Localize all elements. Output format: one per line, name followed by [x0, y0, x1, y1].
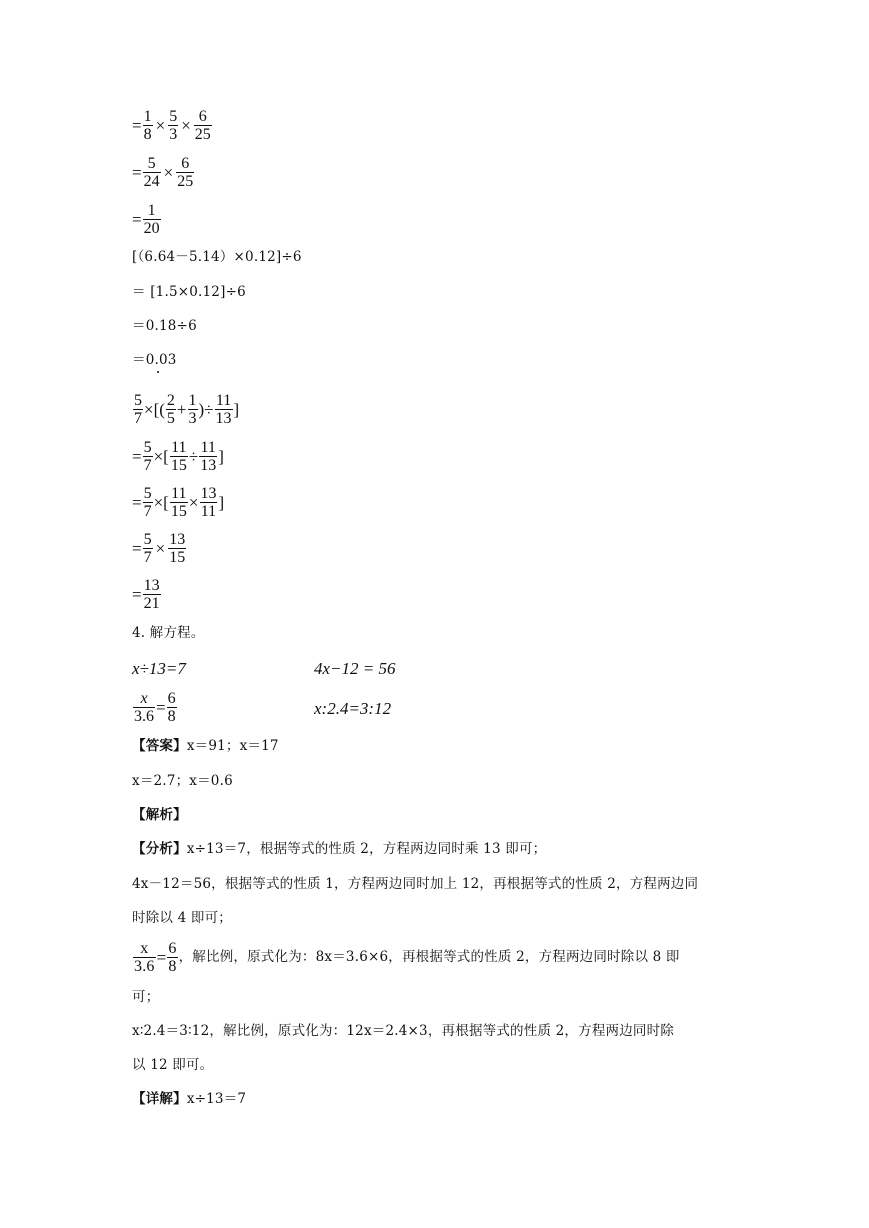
fraction: $\frac{2}{5}$ — [166, 392, 175, 427]
fraction: $\frac{11}{15}$ — [170, 439, 187, 474]
calc3-line3: = $\frac{5}{7}$ ×[ $\frac{11}{15}$ × $\frac{13}{11}$ ] — [132, 485, 225, 520]
equation-4: x:2.4=3:12 — [314, 699, 392, 718]
analysis-p1: 【分析】 x÷13＝7，根据等式的性质 2，方程两边同时乘 13 即可； — [132, 841, 547, 857]
analysis-p2a: 4x－12＝56，根据等式的性质 1，方程两边同时加上 12，再根据等式的性质 2，方程两边同 — [132, 876, 699, 892]
fraction: $\frac{6}{8}$ — [167, 690, 176, 725]
analysis-p4b: 以 12 即可。 — [132, 1057, 214, 1073]
equation-3: $\frac{x}{3.6}$ = $\frac{6}{8}$ — [134, 690, 176, 725]
analysis-tag: 【解析】 — [132, 807, 187, 823]
fraction: $\frac{11}{13}$ — [215, 392, 232, 427]
detail-line: 【详解】 x÷13＝7 — [132, 1091, 247, 1107]
calc3-line2: = $\frac{5}{7}$ ×[ $\frac{11}{15}$ ÷ $\frac{11}{13}$ ] — [132, 439, 224, 474]
fraction: $\frac{5}{7}$ — [143, 485, 152, 520]
analysis-p3b: 可； — [132, 989, 160, 1005]
fraction: $\frac{6}{25}$ — [177, 155, 194, 190]
fraction: $\frac{5}{24}$ — [143, 155, 160, 190]
calc2-line4: ＝0.03 — [132, 352, 177, 368]
fraction: $\frac{13}{15}$ — [169, 531, 186, 566]
calc3-line5: = $\frac{13}{21}$ — [132, 577, 160, 612]
fraction: $\frac{5}{7}$ — [143, 531, 152, 566]
fraction: $\frac{11}{15}$ — [170, 485, 187, 520]
calc3-line1: $\frac{5}{7}$ ×[( $\frac{2}{5}$ + $\frac{1}{3}$ )÷ $\frac{11}{13}$ ] — [134, 392, 240, 427]
answer-tag: 【答案】 — [132, 738, 187, 754]
equals-sign: = — [132, 116, 142, 135]
question-heading: 4. 解方程。 — [132, 625, 205, 641]
fraction: $\frac{13}{21}$ — [143, 577, 160, 612]
fraction: $\frac{5}{7}$ — [134, 392, 142, 427]
equation-2: 4x−12 = 56 — [314, 659, 396, 678]
equation-1: x÷13=7 — [132, 659, 186, 678]
fraction: $\frac{1}{20}$ — [143, 202, 160, 237]
analysis-p2b: 时除以 4 即可； — [132, 910, 232, 926]
fraction: $\frac{6}{25}$ — [194, 108, 211, 143]
calc1-line1 — [132, 108, 213, 143]
times-sign: × — [155, 115, 166, 135]
calc1-line2 — [132, 155, 195, 190]
calc2-line2: ＝ [1.5×0.12]÷6 — [132, 284, 246, 300]
calc1-line3 — [132, 202, 162, 237]
calc2-line3: ＝0.18÷6 — [132, 318, 197, 334]
equals-sign: = — [132, 163, 142, 182]
fraction: $\frac{5}{3}$ — [169, 108, 178, 143]
answer-line-1: 【答案】 x＝91；x＝17 — [132, 738, 279, 754]
fraction: $\frac{1}{3}$ — [188, 392, 197, 427]
times-sign: × — [181, 115, 191, 135]
answer-line-2: x＝2.7；x＝0.6 — [132, 773, 233, 789]
fraction: $\frac{6}{8}$ — [168, 940, 177, 975]
calc3-line4: = $\frac{5}{7}$ × $\frac{13}{15}$ — [132, 531, 186, 566]
equals-sign: = — [132, 210, 142, 229]
fraction: $\frac{1}{8}$ — [143, 108, 152, 143]
times-sign: × — [163, 162, 174, 182]
analysis-p3a: $\frac{x}{3.6}$ = $\frac{6}{8}$ ，解比例，原式化为：8x＝3.6×6，再根据等式的性质 2，方程两边同时除以 8 即 — [134, 940, 680, 975]
fraction: $\frac{13}{11}$ — [200, 485, 217, 520]
repeating-decimal-dot — [157, 371, 159, 373]
fraction: $\frac{x}{3.6}$ — [134, 690, 154, 725]
calc2-line1: [（6.64－5.14）×0.12]÷6 — [132, 249, 302, 265]
fraction: $\frac{11}{13}$ — [200, 439, 217, 474]
analysis-p4a: x∶2.4＝3∶12，解比例，原式化为：12x＝2.4×3，再根据等式的性质 2，方程两边同时除 — [132, 1023, 675, 1039]
fraction: $\frac{5}{7}$ — [143, 439, 152, 474]
fraction: $\frac{x}{3.6}$ — [134, 940, 155, 975]
